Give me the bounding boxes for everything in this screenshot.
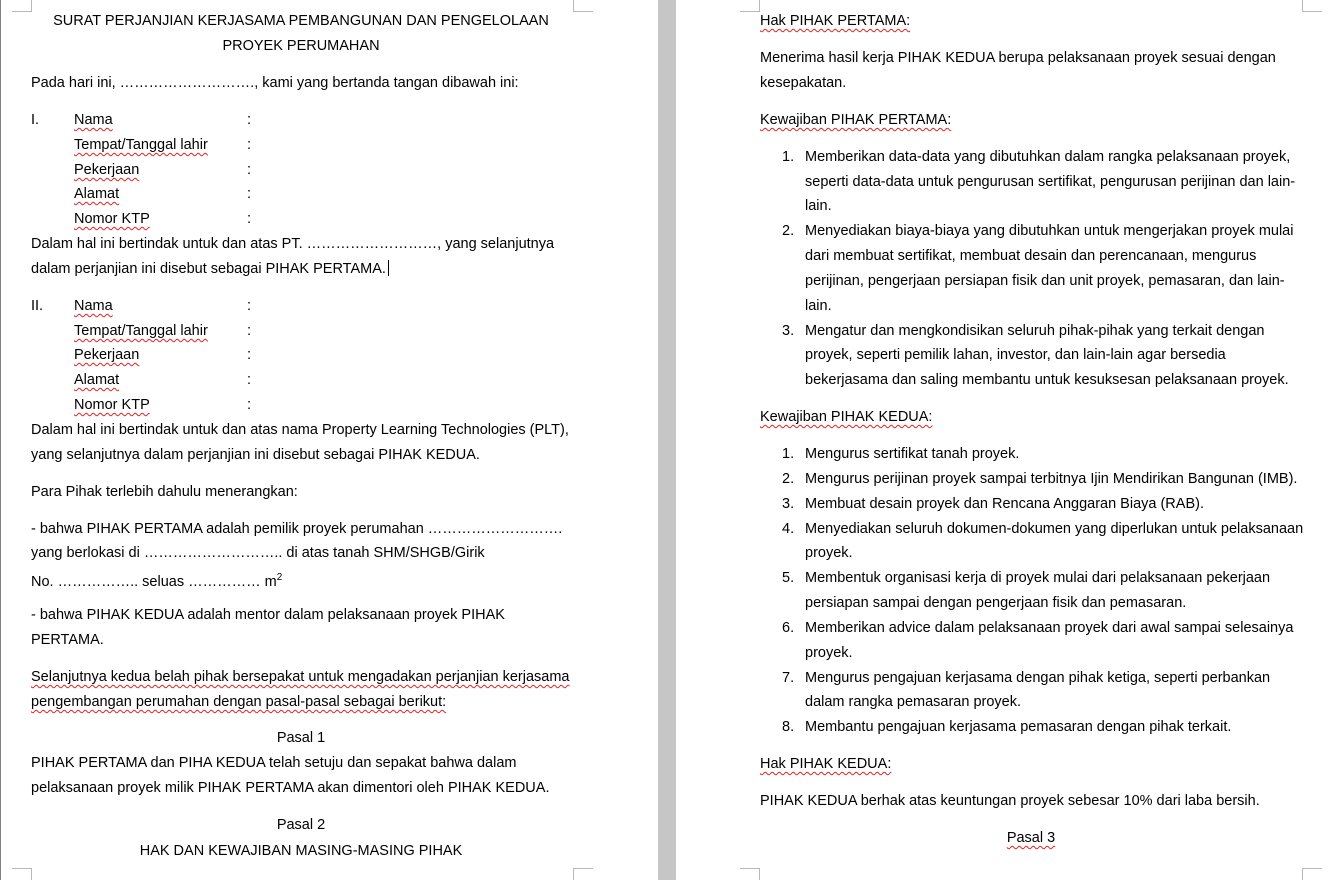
intro-paragraph: Pada hari ini, ………………………., kami yang bertanda tangan dibawah ini:	[31, 75, 519, 91]
crop-mark	[573, 868, 593, 880]
list-item-line: bekerjasama dan saling membantu untuk kesuksesan pelaksanaan proyek.	[805, 372, 1289, 388]
pasal1-line1: PIHAK PERTAMA dan PIHA KEDUA telah setuju dan sepakat bahwa dalam	[31, 755, 517, 771]
kewajiban-pertama-heading: Kewajiban PIHAK PERTAMA:	[760, 112, 952, 128]
party2-field-label: Tempat/Tanggal lahir	[74, 323, 208, 339]
bahwa1-line3: No. …………….. seluas …………… $m^2$	[31, 572, 283, 590]
field-colon: :	[247, 298, 252, 314]
list-number: 1.	[782, 446, 795, 462]
selanjutnya-line2: pengembangan perumahan dengan pasal-pasal sebagai berikut:	[31, 694, 447, 710]
crop-mark	[573, 0, 593, 12]
party1-acting-line1: Dalam hal ini bertindak untuk dan atas PT. ………………………, yang selanjutnya	[31, 236, 555, 252]
field-colon: :	[247, 162, 252, 178]
list-item-line: Memberikan advice dalam pelaksanaan proyek dari awal sampai selesainya	[805, 620, 1294, 636]
list-item-line: Menyediakan biaya-biaya yang dibutuhkan untuk mengerjakan proyek mulai	[805, 223, 1294, 239]
list-number: 7.	[782, 670, 795, 686]
hak-pertama-heading: Hak PIHAK PERTAMA:	[760, 13, 911, 29]
party2-numeral: II.	[31, 298, 44, 314]
hak-pertama-line2: kesepakatan.	[760, 75, 847, 91]
list-item-line: perijinan, pengerjaan persiapan fisik dan unit proyek, pemasaran, dan lain-	[805, 273, 1285, 289]
list-item-line: Mengurus perijinan proyek sampai terbitnya Ijin Mendirikan Bangunan (IMB).	[805, 471, 1298, 487]
kewajiban-kedua-heading: Kewajiban PIHAK KEDUA:	[760, 409, 933, 425]
field-colon: :	[247, 347, 252, 363]
party1-field-label: Tempat/Tanggal lahir	[74, 137, 208, 153]
para-pihak-paragraph: Para Pihak terlebih dahulu menerangkan:	[31, 484, 298, 500]
party1-numeral: I.	[31, 112, 40, 128]
hak-pertama-line1: Menerima hasil kerja PIHAK KEDUA berupa pelaksanaan proyek sesuai dengan	[760, 50, 1276, 66]
bahwa2-line1: - bahwa PIHAK KEDUA adalah mentor dalam pelaksanaan proyek PIHAK	[31, 607, 505, 623]
list-item-line: proyek.	[805, 545, 853, 561]
field-colon: :	[247, 372, 252, 388]
list-item-line: Membentuk organisasi kerja di proyek mulai dari pelaksanaan pekerjaan	[805, 570, 1271, 586]
list-item-line: lain.	[805, 298, 832, 314]
party1-acting-line2: dalam perjanjian ini disebut sebagai PIHAK PERTAMA.	[31, 260, 389, 278]
party1-field-label: Nama	[74, 112, 113, 128]
field-colon: :	[247, 323, 252, 339]
bahwa1-line1: - bahwa PIHAK PERTAMA adalah pemilik proyek perumahan ……………………….	[31, 521, 563, 537]
field-colon: :	[247, 186, 252, 202]
field-colon: :	[247, 211, 252, 227]
list-number: 3.	[782, 496, 795, 512]
document-title-line1: SURAT PERJANJIAN KERJASAMA PEMBANGUNAN DAN PENGELOLAAN	[53, 13, 549, 29]
list-item-line: Mengurus sertifikat tanah proyek.	[805, 446, 1020, 462]
document-page-left[interactable]	[0, 0, 658, 880]
list-number: 8.	[782, 719, 795, 735]
list-item-line: Menyediakan seluruh dokumen-dokumen yang diperlukan untuk pelaksanaan	[805, 521, 1304, 537]
field-colon: :	[247, 137, 252, 153]
field-colon: :	[247, 112, 252, 128]
list-item-line: Mengurus pengajuan kerjasama dengan pihak ketiga, seperti perbankan	[805, 670, 1271, 686]
text-cursor	[388, 260, 389, 276]
party2-field-label: Alamat	[74, 372, 120, 388]
party1-field-label: Nomor KTP	[74, 211, 150, 227]
list-item-line: dari membuat sertifikat, membuat desain dan perencanaan, mengurus	[805, 248, 1257, 264]
party2-field-label: Nama	[74, 298, 113, 314]
list-number: 2.	[782, 223, 795, 239]
crop-mark	[1302, 0, 1322, 12]
list-item-line: Memberikan data-data yang dibutuhkan dalam rangka pelaksanaan proyek,	[805, 149, 1291, 165]
party2-acting-line2: yang selanjutnya dalam perjanjian ini disebut sebagai PIHAK KEDUA.	[31, 447, 480, 463]
list-item-line: proyek.	[805, 645, 853, 661]
list-item-line: dalam rangka pemasaran proyek.	[805, 694, 1022, 710]
list-number: 6.	[782, 620, 795, 636]
pasal3-title: Pasal 3	[1006, 830, 1056, 846]
crop-mark	[740, 0, 760, 12]
crop-mark	[12, 0, 32, 12]
list-item-line: lain.	[805, 198, 832, 214]
party2-field-label: Nomor KTP	[74, 397, 150, 413]
hak-kedua-text: PIHAK KEDUA berhak atas keuntungan proyek sebesar 10% dari laba bersih.	[760, 793, 1260, 809]
list-number: 5.	[782, 570, 795, 586]
party2-acting-line1: Dalam hal ini bertindak untuk dan atas nama Property Learning Technologies (PLT),	[31, 422, 569, 438]
pasal2-title: Pasal 2	[276, 817, 326, 833]
party1-field-label: Alamat	[74, 186, 120, 202]
pasal1-title: Pasal 1	[276, 730, 326, 746]
list-number: 1.	[782, 149, 795, 165]
list-item-line: proyek, seperti pemilik lahan, investor, dan lain-lain agar bersedia	[805, 347, 1226, 363]
list-item-line: Membantu pengajuan kerjasama pemasaran dengan pihak terkait.	[805, 719, 1232, 735]
list-number: 2.	[782, 471, 795, 487]
party2-field-label: Pekerjaan	[74, 347, 140, 363]
hak-kedua-heading: Hak PIHAK KEDUA:	[760, 756, 892, 772]
field-colon: :	[247, 397, 252, 413]
document-title-line2: PROYEK PERUMAHAN	[222, 38, 380, 54]
list-number: 3.	[782, 323, 795, 339]
crop-mark	[740, 868, 760, 880]
crop-mark	[1302, 868, 1322, 880]
party1-field-label: Pekerjaan	[74, 162, 140, 178]
list-item-line: persiapan sampai dengan pengerjaan fisik dan pemasaran.	[805, 595, 1187, 611]
list-number: 4.	[782, 521, 795, 537]
bahwa1-line2: yang berlokasi di ……………………….. di atas tanah SHM/SHGB/Girik	[31, 545, 485, 561]
pasal2-heading: HAK DAN KEWAJIBAN MASING-MASING PIHAK	[139, 843, 463, 859]
selanjutnya-line1: Selanjutnya kedua belah pihak bersepakat untuk mengadakan perjanjian kerjasama	[31, 669, 570, 685]
bahwa2-line2: PERTAMA.	[31, 632, 104, 648]
list-item-line: Membuat desain proyek dan Rencana Anggaran Biaya (RAB).	[805, 496, 1204, 512]
document-page-right[interactable]	[676, 0, 1330, 880]
list-item-line: seperti data-data untuk pengurusan sertifikat, pengurusan perijinan dan lain-	[805, 174, 1296, 190]
crop-mark	[12, 868, 32, 880]
pasal1-line2: pelaksanaan proyek milik PIHAK PERTAMA akan dimentori oleh PIHAK KEDUA.	[31, 780, 550, 796]
list-item-line: Mengatur dan mengkondisikan seluruh pihak-pihak yang terkait dengan	[805, 323, 1265, 339]
